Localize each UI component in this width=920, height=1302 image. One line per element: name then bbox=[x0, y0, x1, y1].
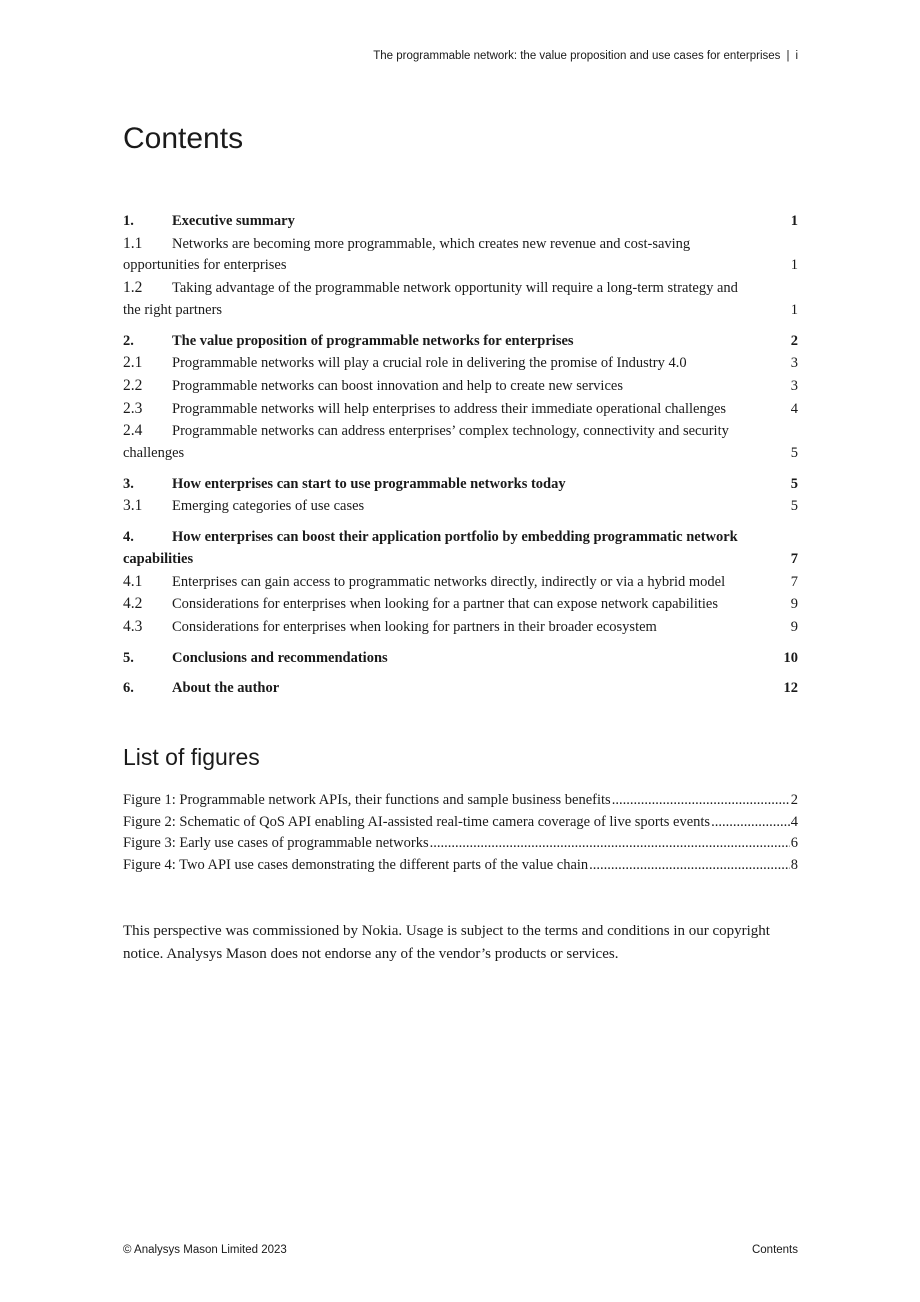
figure-entry-label: Figure 3: Early use cases of programmable networks bbox=[123, 835, 429, 852]
toc-entry-page: 3 bbox=[790, 355, 798, 372]
toc-entry-page: 5 bbox=[790, 445, 798, 462]
toc-entry-title: Emerging categories of use cases bbox=[172, 498, 365, 515]
toc-entry[interactable]: 2.4 Programmable networks can address enterprises’ complex technology, connectivity and security challenges 5 bbox=[123, 420, 798, 464]
toc-entry-title: Enterprises can gain access to programmatic networks directly, indirectly or via a hybrid model bbox=[172, 573, 726, 590]
header-page-number: i bbox=[795, 50, 798, 62]
toc-entry-page: 5 bbox=[790, 475, 798, 492]
figure-entry-page: 2 bbox=[790, 792, 798, 808]
figure-entry[interactable] bbox=[123, 855, 798, 877]
figure-entry[interactable] bbox=[123, 833, 798, 855]
toc-entry-page: 10 bbox=[783, 649, 798, 666]
toc-entry-title: Taking advantage of the programmable network opportunity will require a long-term strategy and the right partners bbox=[123, 280, 738, 318]
toc-entry-title: Networks are becoming more programmable, which creates new revenue and cost-saving opportunities for enterprises bbox=[123, 235, 691, 274]
footer-section-label: Contents bbox=[751, 1244, 798, 1256]
toc-entry-page: 3 bbox=[790, 377, 798, 394]
figure-entry[interactable] bbox=[123, 790, 798, 812]
dot-leader bbox=[711, 812, 790, 834]
toc-entry[interactable]: 3. How enterprises can start to use programmable networks today 5 bbox=[123, 474, 798, 496]
dot-leader bbox=[430, 833, 790, 855]
figure-entry[interactable] bbox=[123, 812, 798, 834]
toc-entry-title: How enterprises can start to use programmable networks today bbox=[172, 475, 566, 492]
contents-heading: Contents bbox=[123, 122, 244, 155]
toc-entry-page: 9 bbox=[790, 618, 798, 635]
toc-section-5 bbox=[123, 648, 798, 670]
table-of-contents bbox=[123, 211, 798, 700]
toc-entry[interactable]: 6. About the author 12 bbox=[123, 678, 798, 700]
dot-leader bbox=[612, 790, 790, 812]
figure-entry-label: Figure 1: Programmable network APIs, their functions and sample business benefits bbox=[123, 792, 611, 808]
toc-entry[interactable]: 4.1 Enterprises can gain access to programmatic networks directly, indirectly or via a hybrid model 7 bbox=[123, 571, 798, 594]
toc-section-3 bbox=[123, 474, 798, 518]
toc-entry-page: 2 bbox=[790, 332, 798, 349]
toc-entry-title: Programmable networks will play a crucial role in delivering the promise of Industry 4.0 bbox=[172, 355, 687, 372]
toc-entry[interactable]: 5. Conclusions and recommendations 10 bbox=[123, 648, 798, 670]
toc-section-4 bbox=[123, 527, 798, 639]
figure-entry-label: Figure 4: Two API use cases demonstrating the different parts of the value chain bbox=[123, 857, 589, 874]
toc-entry-title: Considerations for enterprises when looking for partners in their broader ecosystem bbox=[172, 618, 657, 635]
figure-entry-page: 4 bbox=[790, 813, 798, 830]
toc-entry[interactable]: 2.1 Programmable networks will play a crucial role in delivering the promise of Industry 4.0 3 bbox=[123, 352, 798, 375]
toc-entry[interactable]: 4.3 Considerations for enterprises when looking for partners in their broader ecosystem 9 bbox=[123, 616, 798, 639]
list-of-figures-heading: List of figures bbox=[123, 744, 260, 770]
commission-note: This perspective was commissioned by Nokia. Usage is subject to the terms and conditions in our copyright notice. Analysys Mason does not endorse any of the vendor’s products or services. bbox=[123, 923, 770, 962]
page-header bbox=[0, 50, 798, 62]
toc-entry[interactable]: 2.3 Programmable networks will help enterprises to address their immediate operational challenges 4 bbox=[123, 398, 798, 421]
toc-entry-title: The value proposition of programmable networks for enterprises bbox=[172, 332, 574, 349]
toc-entry[interactable]: 1.1 Networks are becoming more programmable, which creates new revenue and cost-saving opportunities for enterprises 1 bbox=[123, 233, 798, 277]
toc-section-2 bbox=[123, 331, 798, 465]
toc-entry-page: 5 bbox=[790, 498, 798, 515]
toc-section-1 bbox=[123, 211, 798, 322]
page-footer bbox=[123, 1244, 798, 1256]
toc-entry-page: 9 bbox=[790, 596, 798, 613]
toc-entry-title: About the author bbox=[172, 680, 280, 697]
toc-entry-page: 7 bbox=[790, 550, 798, 567]
toc-entry-title: How enterprises can boost their application portfolio by embedding programmatic network capabilities bbox=[123, 529, 738, 567]
toc-entry[interactable]: 2. The value proposition of programmable networks for enterprises 2 bbox=[123, 331, 798, 353]
footer-copyright: © Analysys Mason Limited 2023 bbox=[123, 1244, 287, 1256]
toc-entry[interactable]: 2.2 Programmable networks can boost innovation and help to create new services 3 bbox=[123, 375, 798, 398]
toc-entry-page: 12 bbox=[783, 680, 798, 697]
toc-entry-title: Conclusions and recommendations bbox=[172, 649, 388, 666]
toc-entry-page: 7 bbox=[790, 573, 798, 590]
toc-entry-page: 1 bbox=[790, 213, 798, 229]
toc-entry[interactable]: 3.1 Emerging categories of use cases 5 bbox=[123, 495, 798, 518]
toc-entry-title: Programmable networks can address enterprises’ complex technology, connectivity and security challenges bbox=[123, 423, 729, 462]
figure-entry-page: 6 bbox=[790, 835, 798, 852]
toc-entry-title: Executive summary bbox=[172, 213, 295, 229]
toc-entry[interactable]: 4.2 Considerations for enterprises when looking for a partner that can expose network capabilities 9 bbox=[123, 593, 798, 616]
figure-entry-page: 8 bbox=[790, 857, 798, 874]
dot-leader bbox=[589, 855, 790, 877]
list-of-figures bbox=[123, 790, 798, 877]
toc-entry[interactable]: 4. How enterprises can boost their application portfolio by embedding programmatic network capabilities 7 bbox=[123, 527, 798, 570]
toc-entry-page: 1 bbox=[790, 257, 798, 274]
toc-entry-title: Considerations for enterprises when looking for a partner that can expose network capabilities bbox=[172, 596, 718, 613]
header-title: The programmable network: the value proposition and use cases for enterprises bbox=[373, 50, 781, 62]
toc-entry-page: 1 bbox=[790, 301, 798, 318]
figure-entry-label: Figure 2: Schematic of QoS API enabling AI-assisted real-time camera coverage of live sports events bbox=[123, 813, 711, 830]
toc-entry-title: Programmable networks can boost innovation and help to create new services bbox=[172, 377, 623, 394]
toc-entry-title: Programmable networks will help enterprises to address their immediate operational challenges bbox=[172, 400, 727, 417]
toc-entry[interactable]: 1. Executive summary 1 bbox=[123, 211, 798, 233]
toc-entry[interactable]: 1.2 Taking advantage of the programmable network opportunity will require a long-term strategy and the right partners 1 bbox=[123, 277, 798, 321]
toc-section-6 bbox=[123, 678, 798, 700]
toc-entry-page: 4 bbox=[790, 400, 798, 417]
header-separator: | bbox=[786, 50, 790, 62]
